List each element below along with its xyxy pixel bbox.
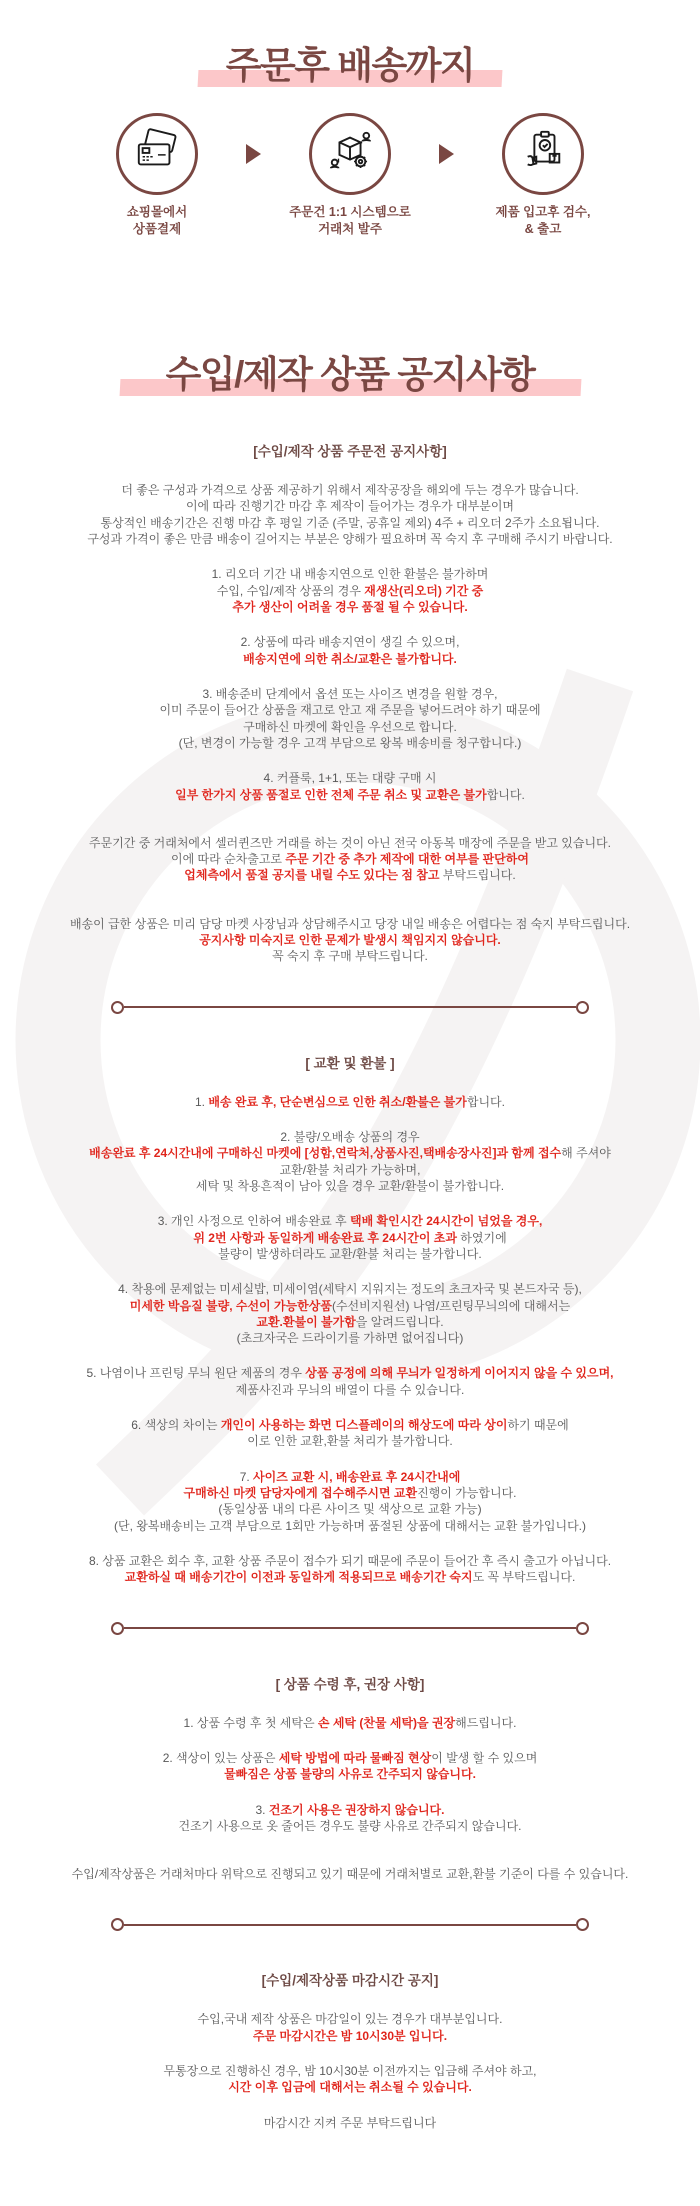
- text-segment: 주문 마감시간은 밤 10시30분 입니다.: [252, 2028, 448, 2043]
- text-segment: (단, 변경이 가능할 경우 고객 부담으로 왕복 배송비를 청구합니다.): [178, 735, 522, 750]
- text-segment: 5. 나염이나 프린팅 무늬 원단 제품의 경우: [86, 1366, 306, 1381]
- text-segment: 1. 상품 수령 후 첫 세탁은: [183, 1715, 318, 1730]
- notice-line: [10, 1485, 690, 1501]
- text-segment: 미세한 박음질 불량, 수선이 가능한상품: [129, 1298, 332, 1313]
- text-segment: 사이즈 교환 시, 배송완료 후 24시간내에: [253, 1469, 461, 1484]
- section-after-receipt: [0, 1673, 700, 1883]
- step-label-line2: & 출고: [524, 221, 562, 236]
- notice-block: [10, 1802, 690, 1835]
- text-segment: 구매하신 마켓 담당자에게 접수해주시면 교환: [183, 1486, 418, 1500]
- section-header: [수입/제작상품 마감시간 공지]: [261, 1973, 439, 1989]
- notice-line: [10, 531, 690, 547]
- text-segment: 구매하신 마켓에 확인을 우선으로 합니다.: [243, 719, 457, 734]
- notice-line: [10, 1715, 690, 1731]
- text-segment: 부탁드립니다.: [439, 868, 516, 883]
- notice-line: [10, 1094, 690, 1110]
- text-segment: 무통장으로 진행하신 경우, 밤 10시30분 이전까지는 입금해 주셔야 하고,: [163, 2064, 537, 2079]
- notice-line: [10, 702, 690, 718]
- text-segment: 주문기간 중 거래처에서 셀러퀸즈만 거래를 하는 것이 아닌 전국 아동복 매장에 주문을 받고 있습니다.: [89, 835, 611, 850]
- text-segment: 8. 상품 교환은 회수 후, 교환 상품 주문이 접수가 되기 때문에 주문이 들어간 후 즉시 출고가 아닙니다.: [88, 1553, 612, 1568]
- text-segment: 세탁 및 착용흔적이 남아 있을 경우 교환/환불이 불가합니다.: [195, 1178, 505, 1193]
- notice-title: [154, 355, 547, 396]
- step-circle: [502, 113, 584, 195]
- step-label-line2: 거래처 발주: [318, 221, 382, 236]
- notice-line: [10, 916, 690, 932]
- text-segment: 교환.환불이 불가함: [256, 1314, 356, 1329]
- notice-line: [10, 1178, 690, 1194]
- notice-block: [10, 634, 690, 667]
- notice-line: [10, 1281, 690, 1297]
- notice-line: [10, 1145, 690, 1161]
- text-segment: 시간 이후 입금에 대해서는 취소될 수 있습니다.: [228, 2080, 472, 2095]
- text-segment: 물빠짐은 상품 불량의 사유로 간주되지 않습니다.: [224, 1767, 476, 1782]
- notice-block: [10, 1866, 690, 1882]
- step-label-line2: 상품결제: [132, 221, 182, 236]
- text-segment: 위 2번 사항과 동일하게 배송완료 후 24시간이 초과: [193, 1230, 457, 1245]
- page-title: [214, 46, 486, 87]
- notice-line: [10, 1162, 690, 1178]
- text-segment: 이로 인한 교환,환불 처리가 불가합니다.: [247, 1434, 453, 1449]
- notice-title-text: 수입/제작 상품 공지사항: [165, 354, 535, 396]
- notice-block: [10, 1129, 690, 1194]
- notice-line: [10, 1417, 690, 1433]
- sections: [0, 440, 700, 2131]
- text-segment: 하기 때문에: [507, 1418, 569, 1433]
- notice-block: [10, 1365, 690, 1398]
- section-divider: [111, 1918, 589, 1931]
- notice-block: [10, 1469, 690, 1534]
- notice-line: [10, 515, 690, 531]
- notice-line: [10, 2079, 690, 2095]
- text-segment: 진행이 가능합니다.: [417, 1486, 517, 1500]
- text-segment: 수입, 수입/제작 상품의 경우: [216, 583, 365, 598]
- section-divider: [111, 1622, 589, 1635]
- text-segment: 추가 생산이 어려울 경우 품절 될 수 있습니다.: [232, 600, 468, 614]
- notice-line: [10, 1230, 690, 1246]
- step-label: [261, 204, 439, 238]
- step-inspection-shipping: [454, 113, 632, 238]
- arrow-right-icon: [439, 144, 454, 164]
- text-segment: (단, 왕복배송비는 고객 부담으로 1회만 가능하며 품절된 상품에 대해서는 교환 불가입니다.): [114, 1518, 586, 1533]
- step-circle: [116, 113, 198, 195]
- text-segment: 공지사항 미숙지로 인한 문제가 발생시 책임지지 않습니다.: [199, 933, 501, 948]
- notice-block: [10, 1213, 690, 1262]
- notice-line: [10, 735, 690, 751]
- text-segment: 일부 한가지 상품 품절로 인한 전체 주문 취소 및 교환은 불가: [175, 787, 487, 802]
- notice-block: [10, 835, 690, 884]
- notice-line: [10, 835, 690, 851]
- notice-block: [10, 1553, 690, 1586]
- text-segment: 건조기 사용으로 옷 줄어든 경우도 불량 사유로 간주되지 않습니다.: [178, 1818, 522, 1833]
- notice-line: [10, 1246, 690, 1262]
- text-segment: 배송지연에 의한 취소/교환은 불가합니다.: [243, 651, 457, 666]
- page-title-text: 주문후 배송까지: [225, 45, 475, 86]
- notice-line: [10, 948, 690, 964]
- text-segment: 2. 색상이 있는 상품은: [162, 1750, 279, 1765]
- credit-card-icon: [134, 128, 180, 179]
- divider-line: [124, 1006, 576, 1009]
- section-header: [ 상품 수령 후, 권장 사항]: [275, 1676, 425, 1692]
- text-segment: 교환/환불 처리가 가능하며,: [279, 1162, 421, 1177]
- notice-line: [10, 1314, 690, 1330]
- order-system-box-gear-icon: [327, 128, 373, 179]
- text-segment: 더 좋은 구성과 가격으로 상품 제공하기 위해서 제작공장을 해외에 두는 경우가 많습니다.: [121, 483, 579, 498]
- notice-line: [10, 634, 690, 650]
- divider-line: [124, 1924, 576, 1927]
- notice-line: [10, 1802, 690, 1818]
- notice-line: [10, 599, 690, 615]
- notice-line: [10, 932, 690, 948]
- text-segment: 해드립니다.: [455, 1715, 517, 1730]
- section-pre-order-notice: [0, 440, 700, 965]
- notice-block: [10, 2115, 690, 2131]
- notice-line: [10, 686, 690, 702]
- text-segment: 업체측에서 품절 공지를 내릴 수도 있다는 점 참고: [184, 868, 440, 883]
- notice-line: [10, 1569, 690, 1585]
- divider-line: [124, 1627, 576, 1630]
- step-label-line1: 제품 입고후 검수,: [495, 204, 591, 219]
- divider-ring-right: [576, 1622, 589, 1635]
- notice-line: [10, 1553, 690, 1569]
- notice-line: [10, 1129, 690, 1145]
- notice-block: [10, 2011, 690, 2044]
- section-header: [ 교환 및 환불 ]: [305, 1055, 395, 1071]
- step-circle: [309, 113, 391, 195]
- notice-block: [10, 1715, 690, 1731]
- text-segment: (초크자국은 드라이기를 가하면 없어집니다): [236, 1331, 464, 1346]
- notice-block: [10, 1281, 690, 1346]
- section-exchange-refund: [0, 1052, 700, 1586]
- notice-line: [10, 1469, 690, 1485]
- notice-line: [10, 719, 690, 735]
- step-label-line1: 쇼핑몰에서: [126, 204, 188, 219]
- notice-line: [10, 1518, 690, 1534]
- notice-line: [10, 1766, 690, 1782]
- text-segment: 7.: [239, 1469, 254, 1484]
- text-segment: 4. 커플룩, 1+1, 또는 대량 구매 시: [263, 771, 437, 786]
- text-segment: 택배 확인시간 24시간이 넘었을 경우,: [350, 1214, 543, 1229]
- notice-block: [10, 1417, 690, 1450]
- notice-line: [10, 787, 690, 803]
- step-payment: [68, 113, 246, 238]
- notice-block: [10, 2063, 690, 2096]
- text-segment: 이에 따라 순차출고로: [171, 852, 286, 867]
- text-segment: 6. 색상의 차이는: [131, 1418, 221, 1433]
- divider-ring-right: [576, 1001, 589, 1014]
- notice-line: [10, 2115, 690, 2131]
- notice-line: [10, 1382, 690, 1398]
- text-segment: 배송 완료 후, 단순변심으로 인한 취소/환불은 불가: [208, 1094, 467, 1109]
- section-header: [수입/제작 상품 주문전 공지사항]: [253, 444, 447, 460]
- text-segment: 3. 배송준비 단계에서 옵션 또는 사이즈 변경을 원할 경우,: [202, 686, 498, 701]
- notice-block: [10, 1094, 690, 1110]
- text-segment: 손 세탁 (찬물 세탁)을 권장: [317, 1715, 456, 1730]
- notice-line: [10, 1298, 690, 1314]
- hero-section: [0, 46, 700, 237]
- notice-line: [10, 2028, 690, 2044]
- text-segment: (수선비지원선) 나염/프린팅무늬의에 대해서는: [331, 1298, 571, 1313]
- text-segment: 꼭 숙지 후 구매 부탁드립니다.: [272, 949, 428, 964]
- text-segment: 4. 착용에 문제없는 미세실밥, 미세이염(세탁시 지워지는 정도의 초크자국 및 본드자국 등),: [118, 1282, 582, 1297]
- text-segment: 이에 따라 진행기간 마감 후 제작이 들어가는 경우가 대부분이며: [185, 499, 515, 514]
- notice-line: [10, 1365, 690, 1381]
- text-segment: 건조기 사용은 권장하지 않습니다.: [268, 1802, 445, 1817]
- notice-line: [10, 482, 690, 498]
- text-segment: 세탁 방법에 따라 물빠짐 현상: [278, 1750, 432, 1765]
- divider-ring-left: [111, 1001, 124, 1014]
- text-segment: 불량이 발생하더라도 교환/환불 처리는 불가합니다.: [218, 1246, 482, 1261]
- step-label-line1: 주문건 1:1 시스템으로: [289, 204, 411, 219]
- text-segment: 2. 불량/오배송 상품의 경우: [280, 1130, 420, 1144]
- notice-line: [10, 1818, 690, 1834]
- text-segment: 주문 기간 중 추가 제작에 대한 여부를 판단하여: [285, 852, 529, 867]
- text-segment: 이미 주문이 들어간 상품을 재고로 안고 재 주문을 넣어드려야 하기 때문에: [159, 703, 541, 718]
- text-segment: 3. 개인 사정으로 인하여 배송완료 후: [157, 1214, 350, 1229]
- divider-ring-right: [576, 1918, 589, 1931]
- divider-ring-left: [111, 1918, 124, 1931]
- text-segment: 개인이 사용하는 화면 디스플레이의 해상도에 따라 상이: [220, 1418, 508, 1433]
- section-deadline-notice: [0, 1969, 700, 2131]
- section-divider: [111, 1001, 589, 1014]
- text-segment: 재생산(리오더) 기간 중: [364, 583, 484, 598]
- notice-line: [10, 867, 690, 883]
- notice-block: [10, 916, 690, 965]
- text-segment: 상품 공정에 의해 무늬가 일정하게 이어지지 않을 수 있으며,: [305, 1366, 614, 1381]
- notice-line: [10, 1433, 690, 1449]
- text-segment: 제품사진과 무늬의 배열이 다를 수 있습니다.: [235, 1382, 465, 1397]
- notice-line: [10, 566, 690, 582]
- step-order-system: [261, 113, 439, 238]
- text-segment: 도 꼭 부탁드립니다.: [472, 1570, 576, 1585]
- text-segment: 마감시간 지켜 주문 부탁드립니다: [263, 2115, 437, 2130]
- text-segment: 1. 리오더 기간 내 배송지연으로 인한 환불은 불가하며: [211, 567, 489, 582]
- text-segment: 합니다.: [486, 787, 525, 802]
- arrow-right-icon: [246, 144, 261, 164]
- notice-line: [10, 2011, 690, 2027]
- clipboard-check-icon: [520, 128, 566, 179]
- notice-line: [10, 1330, 690, 1346]
- notice-line: [10, 1501, 690, 1517]
- notice-line: [10, 770, 690, 786]
- text-segment: 배송이 급한 상품은 미리 담당 마켓 사장님과 상담해주시고 당장 내일 배송은 어렵다는 점 숙지 부탁드립니다.: [69, 916, 631, 931]
- text-segment: 합니다.: [466, 1094, 505, 1109]
- text-segment: 해 주셔야: [561, 1146, 611, 1161]
- text-segment: 배송완료 후 24시간내에 구매하신 마켓에 [성함,연락처,상품사진,택배송장사진]과 함께 접수: [89, 1146, 562, 1161]
- step-label: [68, 204, 246, 238]
- step-label: [454, 204, 632, 238]
- notice-line: [10, 498, 690, 514]
- text-segment: (동일상품 내의 다른 사이즈 및 색상으로 교환 가능): [218, 1502, 482, 1517]
- notice-line: [10, 651, 690, 667]
- text-segment: 하였기에: [456, 1230, 507, 1245]
- text-segment: 수입/제작상품은 거래처마다 위탁으로 진행되고 있기 때문에 거래처별로 교환,환불 기준이 다를 수 있습니다.: [71, 1867, 629, 1882]
- notice-block: [10, 1750, 690, 1783]
- divider-ring-left: [111, 1622, 124, 1635]
- notice-line: [10, 851, 690, 867]
- notice-title-section: [0, 355, 700, 396]
- notice-block: [10, 770, 690, 803]
- notice-line: [10, 2063, 690, 2079]
- text-segment: 이 발생 할 수 있으며: [431, 1750, 538, 1765]
- notice-block: [10, 482, 690, 547]
- notice-block: [10, 686, 690, 751]
- order-flow-steps: [0, 113, 700, 238]
- text-segment: 구성과 가격이 좋은 만큼 배송이 길어지는 부분은 양해가 필요하며 꼭 숙지 후 구매해 주시기 바랍니다.: [87, 532, 613, 547]
- text-segment: 수입,국내 제작 상품은 마감일이 있는 경우가 대부분입니다.: [197, 2012, 503, 2027]
- text-segment: 3.: [255, 1802, 269, 1817]
- text-segment: 통상적인 배송기간은 진행 마감 후 평일 기준 (주말, 공휴일 제외) 4주 + 리오더 2주가 소요됩니다.: [100, 515, 600, 530]
- text-segment: 을 알려드립니다.: [355, 1314, 444, 1329]
- notice-block: [10, 566, 690, 615]
- notice-line: [10, 583, 690, 599]
- notice-line: [10, 1866, 690, 1882]
- notice-line: [10, 1750, 690, 1766]
- text-segment: 1.: [195, 1094, 209, 1109]
- notice-line: [10, 1213, 690, 1229]
- text-segment: 교환하실 때 배송기간이 이전과 동일하게 적용되므로 배송기간 숙지: [124, 1570, 473, 1585]
- text-segment: 2. 상품에 따라 배송지연이 생길 수 있으며,: [240, 635, 460, 650]
